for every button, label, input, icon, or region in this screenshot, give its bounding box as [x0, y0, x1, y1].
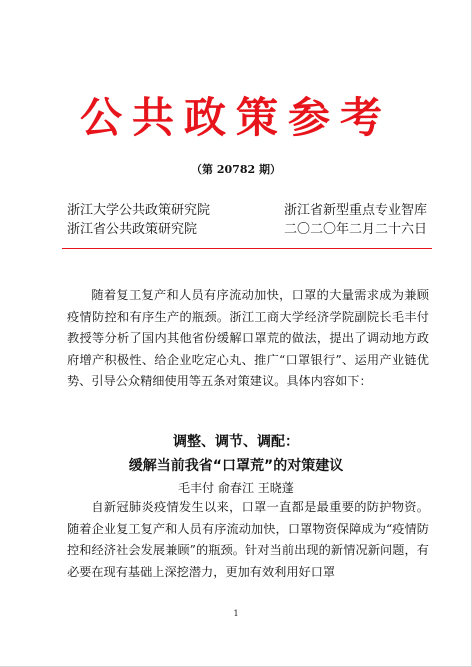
- abstract-paragraph: 随着复工复产和人员有序流动加快，口罩的大量需求成为兼顾疫情防控和有序生产的瓶颈。浙江工商大学经济学院副院长毛丰付教授等分析了国内其他省份缓解口罩荒的做法，提出了调动地方政府增产积极性、给企业吃定心丸、推广“口罩银行”、运用产业链优势、引导公众精细使用等五条对策建议。具体内容如下：: [67, 288, 429, 389]
- org-name-right-1: 浙江省新型重点专业智库: [283, 203, 427, 218]
- org-name-left-1: 浙江大学公共政策研究院: [67, 203, 211, 218]
- publication-date: 二〇二〇年二月二十六日: [283, 222, 427, 237]
- article-title-line-2: 缓解当前我省“口罩荒”的对策建议: [128, 458, 344, 474]
- issue-number: （第 20782 期）: [191, 163, 281, 176]
- org-name-left-2: 浙江省公共政策研究院: [67, 222, 198, 237]
- red-divider: [62, 248, 432, 249]
- article-authors: 毛丰付 俞春江 王晓蓬: [178, 481, 294, 495]
- article-body-paragraph: 自新冠肺炎疫情发生以来，口罩一直都是最重要的防护物资。随着企业复工复产和人员有序流动加快，口罩物资保障成为“疫情防控和经济社会发展兼顾”的瓶颈。针对当前出现的新情况新问题，有必要在现有基础上深挖潜力，更加有效利用好口罩: [67, 500, 429, 579]
- masthead-title: 公共政策参考: [79, 93, 392, 142]
- article-title-line-1: 调整、调节、调配：: [173, 434, 299, 450]
- page-number: 1: [233, 609, 239, 618]
